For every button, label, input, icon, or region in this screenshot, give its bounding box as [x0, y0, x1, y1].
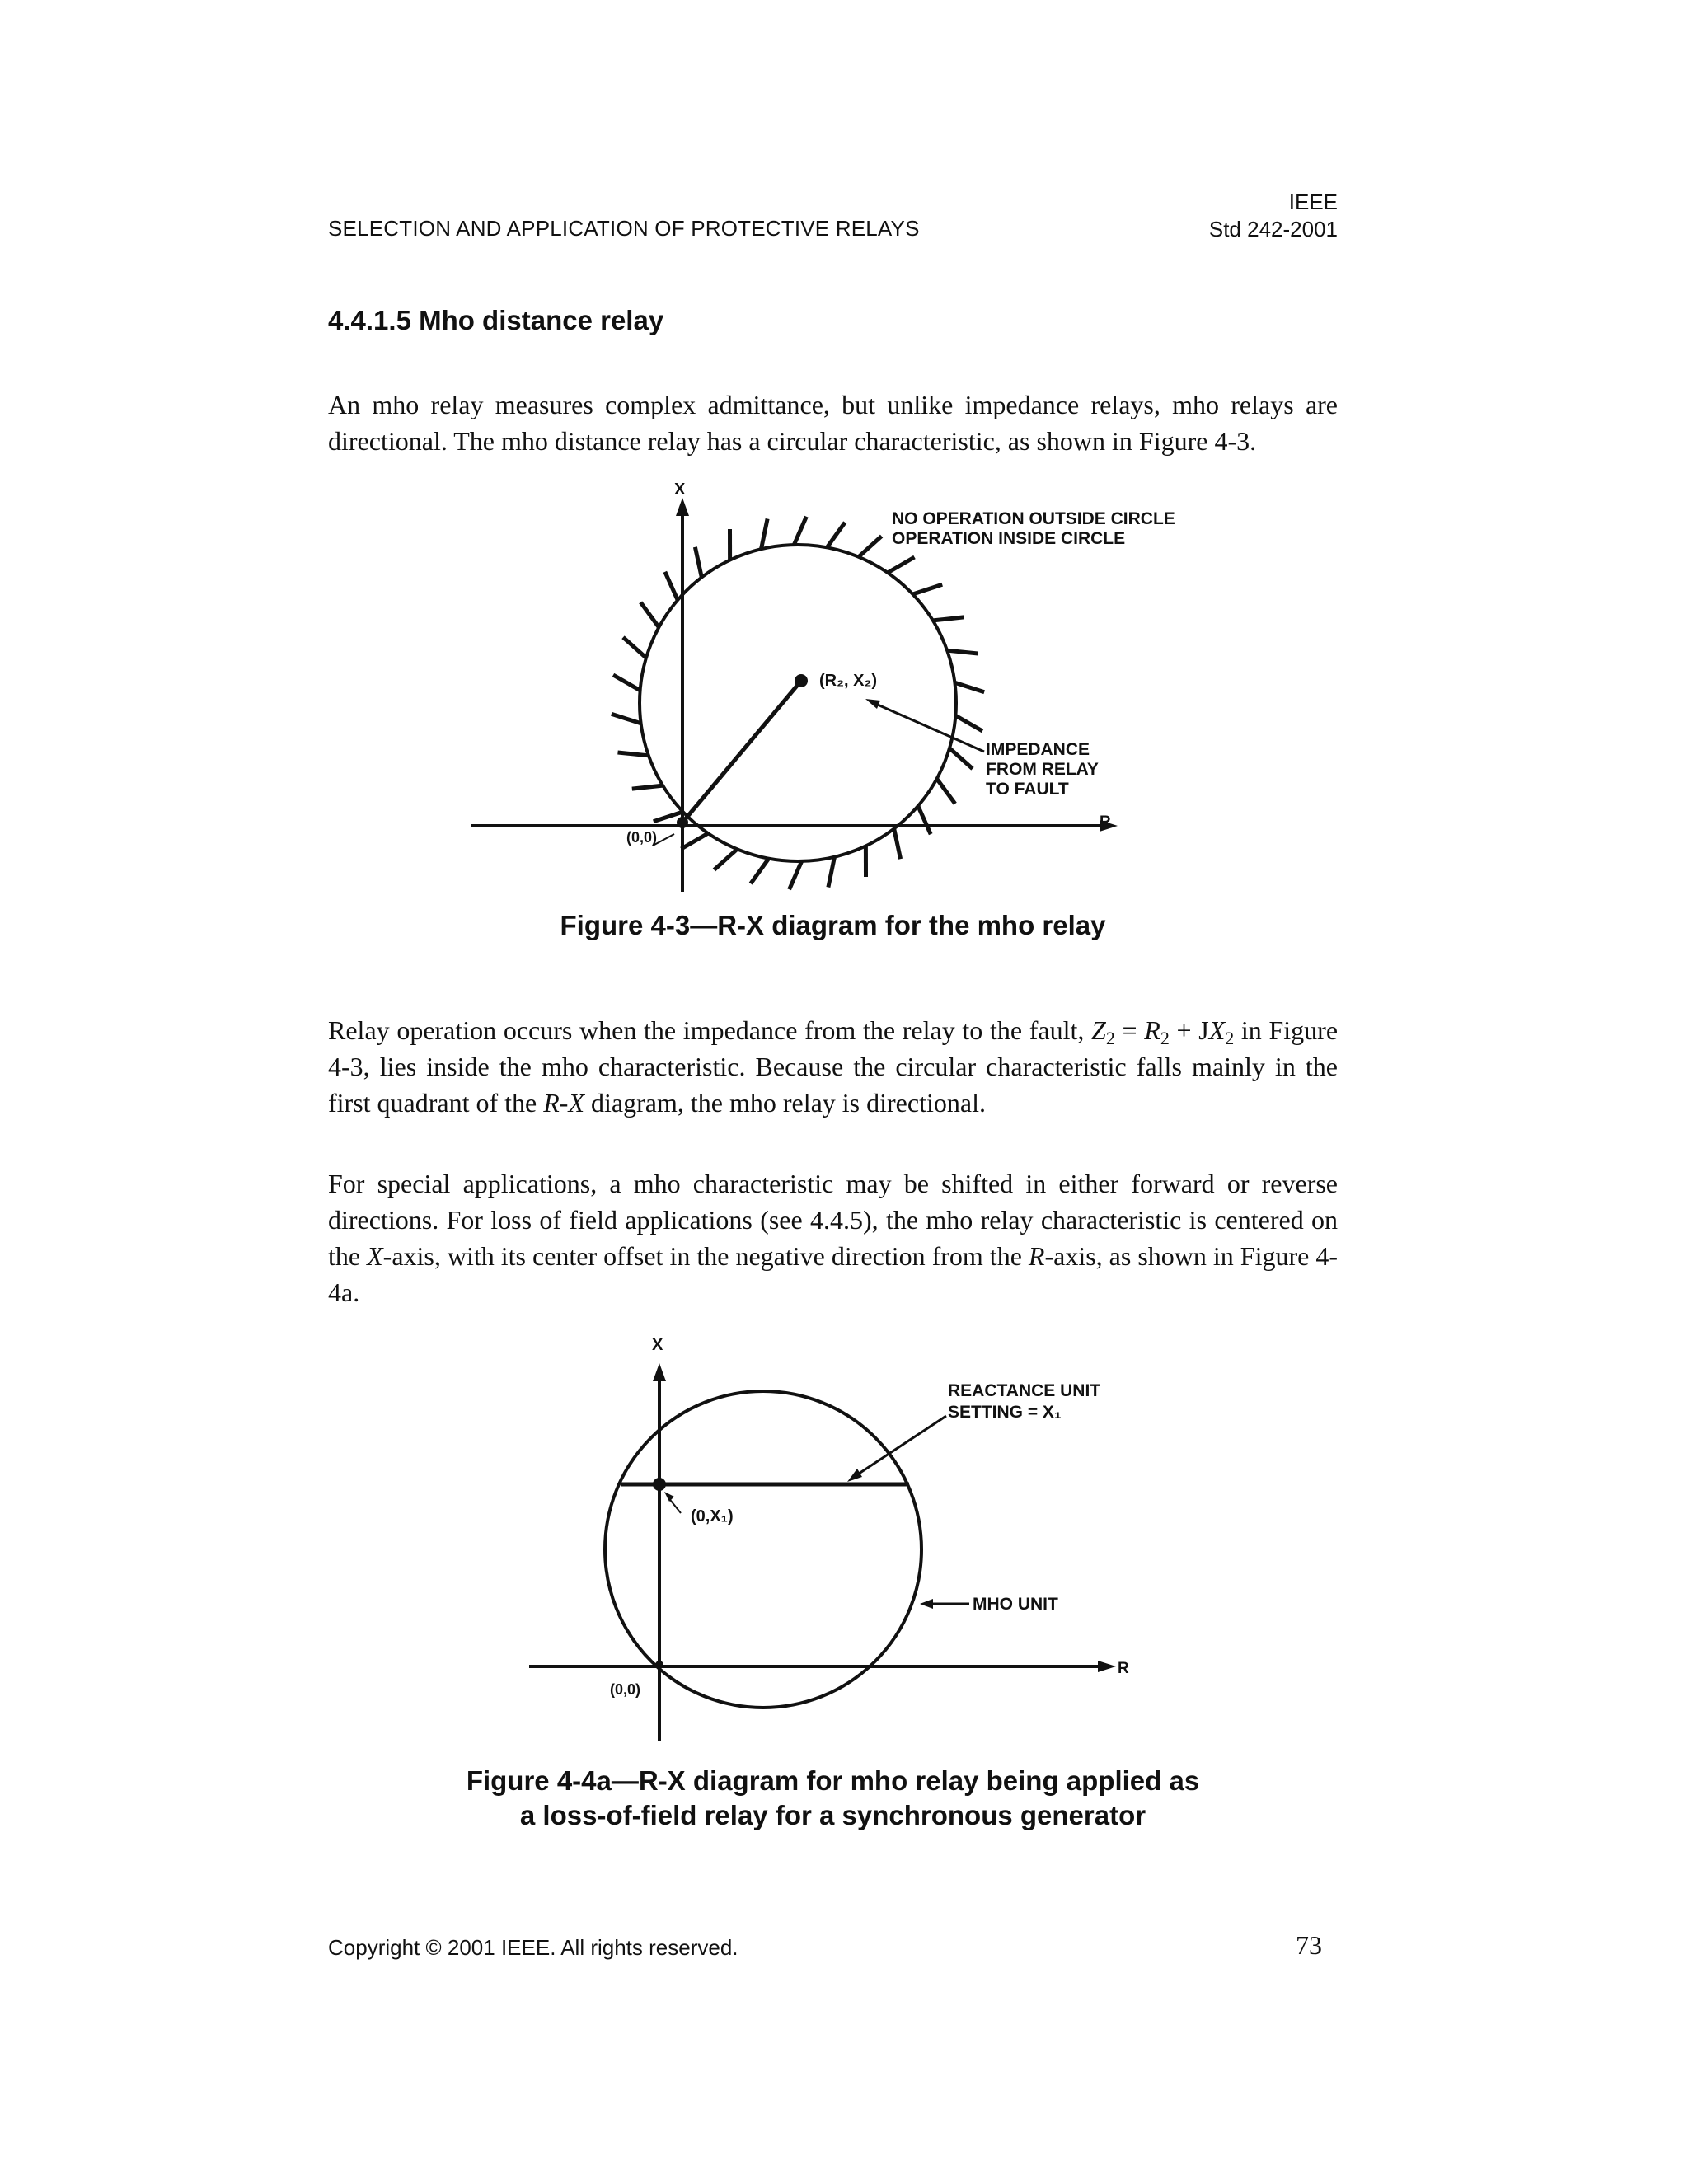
text-run: =	[1114, 1015, 1145, 1045]
r-axis-arrowhead	[1098, 1661, 1116, 1672]
page-number: 73	[1296, 1930, 1322, 1960]
r-axis-label: R	[1100, 813, 1111, 831]
point-label: (R₂, X₂)	[819, 672, 877, 690]
mho-unit-label: MHO UNIT	[973, 1595, 1058, 1614]
subscript: 2	[1225, 1028, 1235, 1048]
mho-leader-arrowhead	[920, 1599, 933, 1609]
copyright-notice: Copyright © 2001 IEEE. All rights reserved.	[328, 1935, 738, 1960]
impedance-label-line1: IMPEDANCE	[986, 740, 1090, 759]
text-run: Relay operation occurs when the impedance from the relay to the fault,	[328, 1015, 1092, 1045]
reactance-label-line1: REACTANCE UNIT	[948, 1381, 1101, 1400]
origin-label: (0,0)	[610, 1681, 641, 1698]
point-label: (0,X₁)	[691, 1507, 734, 1526]
point-leader-arrowhead	[664, 1492, 674, 1502]
origin-label: (0,0)	[626, 829, 658, 846]
section-heading: 4.4.1.5 Mho distance relay	[328, 305, 664, 335]
symbol-r: R	[1144, 1015, 1160, 1045]
x-axis-label: X	[652, 1336, 663, 1354]
figure-4-4a-caption	[328, 1764, 1338, 1833]
reactance-leader-arrowhead	[847, 1469, 862, 1482]
text-run: in Figure 4-3, lies inside the mho characteristic. Because the circular characteristic falls mainly in the first quadrant of the	[328, 1015, 1339, 1118]
x1-point	[653, 1478, 666, 1491]
text-run: -axis, with its center offset in the negative direction from the	[382, 1241, 1029, 1271]
operation-note-line2: OPERATION INSIDE CIRCLE	[892, 529, 1126, 548]
impedance-label-line3: TO FAULT	[986, 780, 1069, 799]
text-run: -axis, as shown in Figure 4-4a.	[328, 1241, 1339, 1307]
subscript: 2	[1160, 1028, 1170, 1048]
symbol-z: Z	[1091, 1015, 1106, 1045]
symbol-x: X	[1208, 1015, 1226, 1045]
x-axis-arrowhead	[653, 1363, 666, 1381]
figure-4-3-caption: Figure 4-3—R-X diagram for the mho relay	[560, 910, 1106, 940]
operation-note-line1: NO OPERATION OUTSIDE CIRCLE	[892, 509, 1175, 528]
symbol-r: R	[1028, 1241, 1045, 1271]
running-header-title: SELECTION AND APPLICATION OF PROTECTIVE RELAYS	[328, 216, 920, 241]
caption-line-2: a loss-of-field relay for a synchronous generator	[519, 1800, 1146, 1830]
impedance-label-line2: FROM RELAY	[986, 760, 1099, 779]
symbol-rx: R-X	[543, 1088, 584, 1118]
x-axis-label: X	[674, 480, 686, 499]
r-axis-label: R	[1118, 1660, 1129, 1677]
symbol-x: X	[367, 1241, 383, 1271]
reactance-label-line2: SETTING = X₁	[948, 1403, 1062, 1422]
paragraph-intro: An mho relay measures complex admittance, but unlike impedance relays, mho relays are directional. The mho distance relay has a circular characteristic, as shown in Figure 4-3.	[328, 390, 1338, 456]
text-run: diagram, the mho relay is directional.	[584, 1088, 986, 1118]
origin-point	[655, 1661, 663, 1669]
text-run: + J	[1169, 1015, 1209, 1045]
header-org: IEEE	[1288, 190, 1338, 214]
caption-line-1: Figure 4-4a—R-X diagram for mho relay being applied as	[466, 1765, 1200, 1796]
text-run: For special applications, a mho characteristic may be shifted in either forward or reverse directions. For loss of field applications (see 4.4.5), the mho relay characteristic is centered on the	[328, 1169, 1338, 1271]
subscript: 2	[1105, 1028, 1115, 1048]
header-standard-number: Std 242-2001	[1208, 217, 1338, 241]
mho-unit-circle	[605, 1391, 921, 1708]
